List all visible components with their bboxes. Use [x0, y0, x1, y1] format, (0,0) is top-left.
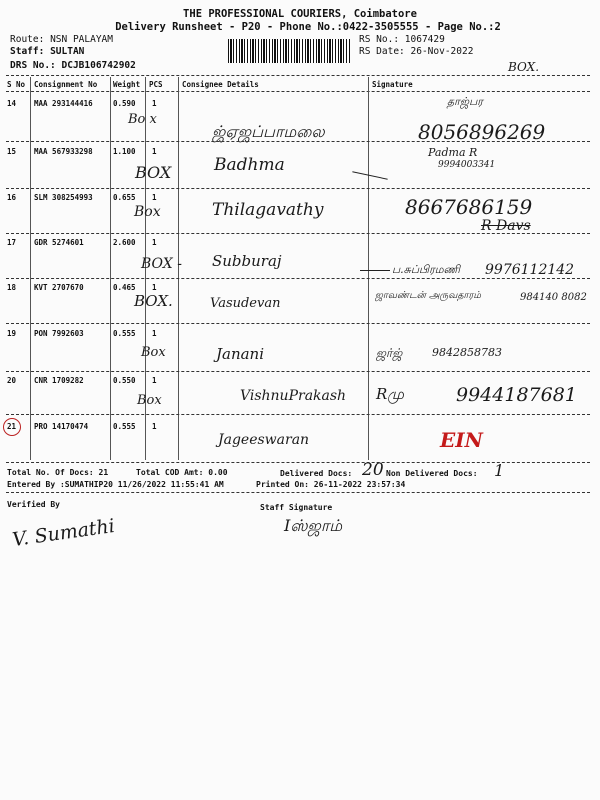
entered-by: Entered By :SUMATHIP20 11/26/2022 11:55:41 AM — [7, 480, 224, 489]
row-arrow-mark — [360, 270, 390, 271]
row-consignee: Janani — [216, 345, 265, 363]
row-pcs: 1 — [152, 193, 157, 202]
verified-signature: V. Sumathi — [10, 514, 117, 552]
row-consignment: SLM 308254993 — [34, 193, 93, 202]
total-docs: Total No. Of Docs: 21 — [7, 468, 109, 477]
row-weight: 2.600 — [113, 238, 136, 247]
row-box-mark: BOX - — [141, 256, 182, 272]
row-phone: 9842858783 — [432, 346, 502, 359]
row-consignment: KVT 2707670 — [34, 283, 84, 292]
row-pcs: 1 — [152, 283, 157, 292]
col-divider — [30, 77, 31, 460]
row-phone: 8667686159 — [405, 195, 533, 219]
row-signature: Padma R — [428, 146, 478, 159]
row-signature: R Davs — [481, 218, 531, 234]
row-consignment: PRO 14170474 — [34, 422, 89, 431]
row-signature: ஜர்ஜ் — [376, 346, 403, 360]
barcode-image — [228, 39, 350, 63]
delivered-label: Delivered Docs: — [280, 469, 353, 478]
row-rule — [6, 278, 590, 279]
col-weight: Weight — [113, 80, 141, 89]
row-pcs: 1 — [152, 238, 157, 247]
route-line — [10, 34, 113, 45]
row-consignee: Thilagavathy — [212, 200, 324, 220]
non-delivered-value: 1 — [494, 461, 505, 480]
row-weight: 0.555 — [113, 329, 136, 338]
handwritten-box-note: BOX. — [508, 60, 540, 74]
row-weight: 0.590 — [113, 99, 136, 108]
row-weight: 0.465 — [113, 283, 136, 292]
drs-line — [10, 60, 136, 71]
row-signature: ப.சுப்பிரமணி — [392, 263, 460, 276]
row-consignment: MAA 293144416 — [34, 99, 93, 108]
drs-value: DCJB106742902 — [61, 60, 136, 71]
row-phone: 9976112142 — [485, 262, 575, 278]
row-consignee: Jageeswaran — [218, 432, 310, 448]
row-signature: Rமு — [376, 385, 404, 403]
staff-value: SULTAN — [50, 46, 85, 57]
row-sno: 16 — [7, 193, 17, 202]
row-sno: 19 — [7, 329, 17, 338]
row-box-mark: Box — [137, 393, 162, 408]
row-status-mark: EIN — [440, 428, 483, 452]
row-sno: 17 — [7, 238, 17, 247]
runsheet-subtitle: Delivery Runsheet - P20 - Phone No.:0422-3505555 - Page No.:2 — [115, 21, 501, 33]
row-box-mark: Box — [134, 204, 161, 220]
row-pcs: 1 — [152, 329, 157, 338]
col-consignee: Consignee Details — [182, 80, 259, 89]
row-box-mark: Bo x — [128, 112, 157, 127]
staff-label: Staff: — [10, 46, 45, 57]
rs-date-label: RS Date: — [359, 46, 405, 57]
col-sno: S No — [7, 80, 26, 89]
row-box-mark: BOX — [135, 163, 172, 182]
rs-no-line — [359, 34, 445, 45]
row-phone: 9944187681 — [456, 384, 577, 406]
rs-no-label: RS No.: — [359, 34, 400, 45]
row-sno: 20 — [7, 376, 17, 385]
row-sno: 21 — [7, 422, 17, 431]
non-delivered-label: Non Delivered Docs: — [386, 469, 478, 478]
row-consignment: GDR 5274601 — [34, 238, 84, 247]
company-title: THE PROFESSIONAL COURIERS, Coimbatore — [183, 8, 417, 20]
row-weight: 0.655 — [113, 193, 136, 202]
row-weight: 0.550 — [113, 376, 136, 385]
row-sno: 14 — [7, 99, 17, 108]
header-top-rule — [6, 75, 590, 76]
staff-line — [10, 46, 84, 57]
row-sno: 18 — [7, 283, 17, 292]
col-signature: Signature — [372, 80, 413, 89]
header-bottom-rule — [6, 91, 590, 92]
row-consignment: PON 7992603 — [34, 329, 84, 338]
col-pcs: PCS — [149, 80, 163, 89]
row-signature: தாஜ்பர — [447, 95, 483, 108]
col-consignment: Consignment No — [34, 80, 98, 89]
row-weight: 1.100 — [113, 147, 136, 156]
col-divider — [368, 77, 369, 460]
row-rule — [6, 323, 590, 324]
rs-no-value: 1067429 — [404, 34, 445, 45]
row-pcs: 1 — [152, 99, 157, 108]
staff-signature-label: Staff Signature — [260, 503, 333, 512]
row-consignee: Vasudevan — [210, 296, 281, 311]
row-rule — [6, 414, 590, 415]
row-phone: 984140 8082 — [520, 292, 587, 303]
row-box-mark: BOX. — [134, 292, 173, 310]
row-signature: ஜாவண்டன் அருவதாரம் — [375, 290, 482, 301]
row-pcs: 1 — [152, 422, 157, 431]
row-arrow-mark — [352, 171, 387, 179]
col-divider — [110, 77, 111, 460]
row-phone: 8056896269 — [418, 120, 546, 144]
drs-label: DRS No.: — [10, 60, 56, 71]
row-consignee: VishnuPrakash — [240, 388, 347, 404]
row-consignee: ஜ்ஏஜப்பாமலை — [212, 122, 325, 141]
row-weight: 0.555 — [113, 422, 136, 431]
rs-date-line — [359, 46, 473, 57]
delivered-value: 20 — [362, 460, 384, 480]
row-consignee: Subburaj — [212, 252, 282, 270]
route-value: NSN PALAYAM — [50, 34, 113, 45]
row-pcs: 1 — [152, 147, 157, 156]
route-label: Route: — [10, 34, 45, 45]
row-consignment: CNR 1709282 — [34, 376, 84, 385]
row-box-mark: Box — [141, 345, 166, 360]
row-phone: 9994003341 — [438, 160, 496, 170]
row-sno: 15 — [7, 147, 17, 156]
row-rule — [6, 371, 590, 372]
row-pcs: 1 — [152, 376, 157, 385]
rs-date-value: 26-Nov-2022 — [410, 46, 474, 57]
row-consignment: MAA 567933298 — [34, 147, 93, 156]
printed-on: Printed On: 26-11-2022 23:57:34 — [256, 480, 406, 489]
staff-signature: Iஸ்ஜாம் — [284, 516, 343, 535]
row-rule — [6, 141, 590, 142]
row-rule — [6, 233, 590, 234]
footer-rule — [6, 492, 590, 493]
row-rule — [6, 188, 590, 189]
total-cod: Total COD Amt: 0.00 — [136, 468, 228, 477]
row-consignee: Badhma — [214, 155, 285, 175]
verified-by-label: Verified By — [7, 500, 60, 509]
